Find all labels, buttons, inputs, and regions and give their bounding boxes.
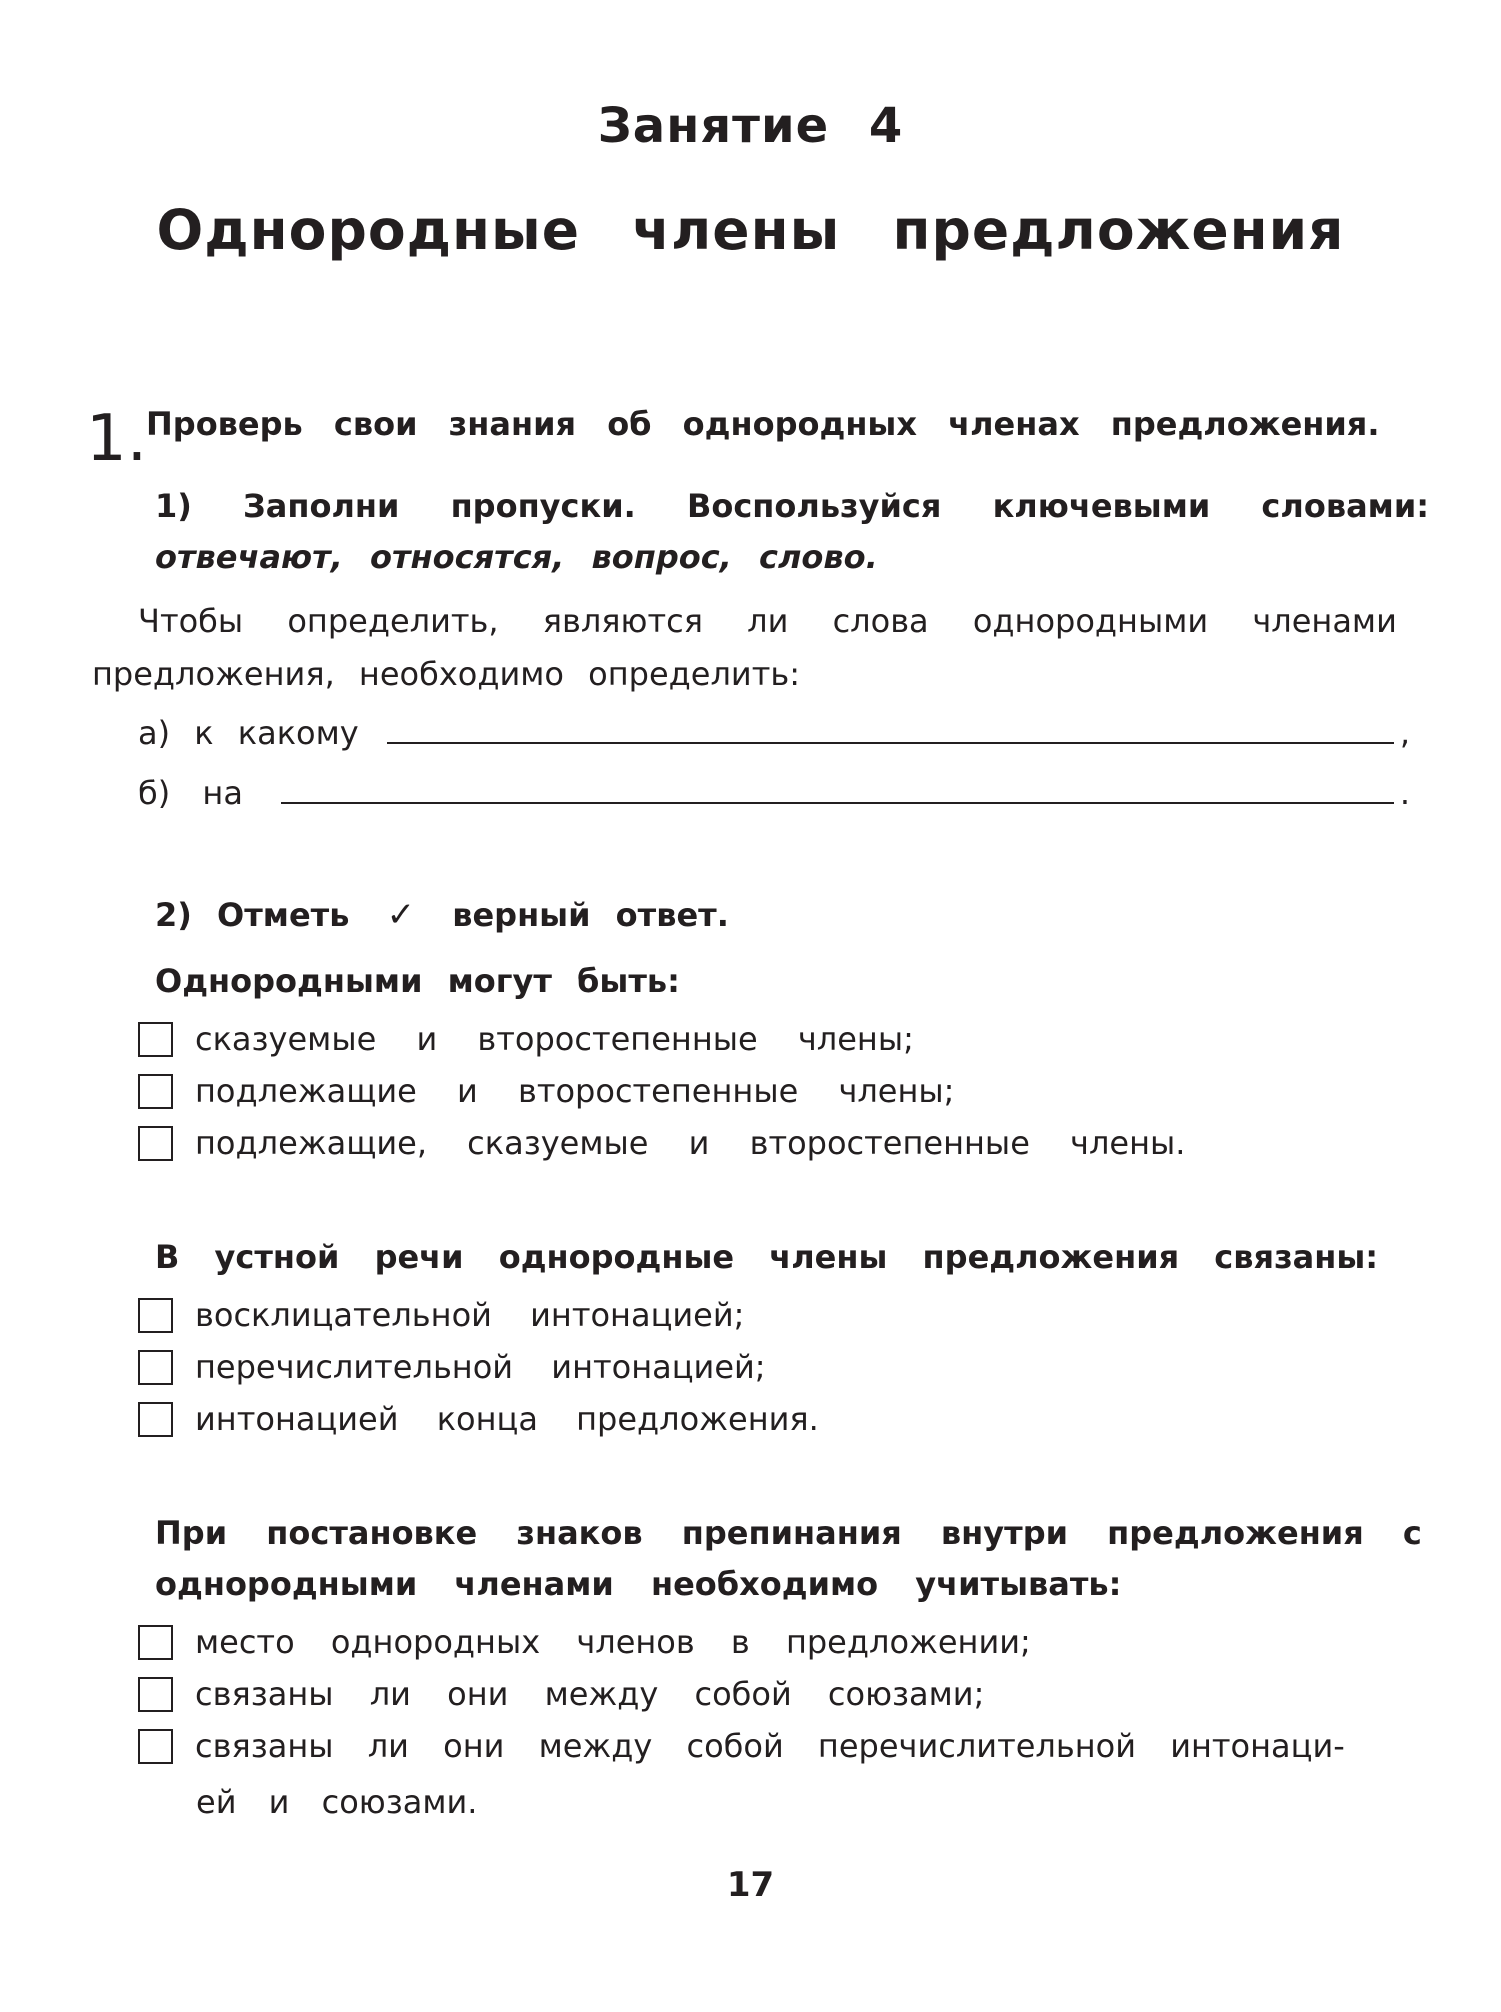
checkmark-icon: ✓ xyxy=(386,895,416,935)
checkbox[interactable] xyxy=(138,1625,173,1660)
q1-option: сказуемые и второстепенные члены; xyxy=(138,1020,914,1058)
q1-option: подлежащие, сказуемые и второстепенные члены. xyxy=(138,1124,1185,1162)
blank-a-label: а) к какому xyxy=(138,714,359,752)
part1-text-line2: предложения, необходимо определить: xyxy=(92,655,800,693)
blank-b-line[interactable] xyxy=(281,772,1394,804)
q2-option: перечислительной интонацией; xyxy=(138,1348,766,1386)
q2-option: интонацией конца предложения. xyxy=(138,1400,819,1438)
q3-question-line1: При постановке знаков препинания внутри предложения с xyxy=(155,1514,1422,1552)
checkbox[interactable] xyxy=(138,1022,173,1057)
part1-keywords: отвечают, относятся, вопрос, слово. xyxy=(155,538,878,576)
lesson-label: Занятие 4 xyxy=(597,98,904,154)
q1-option: подлежащие и второстепенные члены; xyxy=(138,1072,954,1110)
q3-option: связаны ли они между собой перечислительной интонаци- xyxy=(138,1727,1345,1765)
checkbox[interactable] xyxy=(138,1402,173,1437)
part2-instruction: 2) Отметь ✓ верный ответ. xyxy=(155,895,729,935)
q3-option3-continuation: ей и союзами. xyxy=(196,1783,478,1821)
page-number: 17 xyxy=(726,1865,775,1905)
page-title: Однородные члены предложения xyxy=(156,198,1345,262)
checkbox[interactable] xyxy=(138,1126,173,1161)
checkbox[interactable] xyxy=(138,1677,173,1712)
blank-b-end: . xyxy=(1399,774,1410,812)
blank-b xyxy=(138,772,1410,812)
checkbox[interactable] xyxy=(138,1729,173,1764)
checkbox[interactable] xyxy=(138,1074,173,1109)
checkbox[interactable] xyxy=(138,1350,173,1385)
task-heading xyxy=(146,405,1386,443)
q2-option: восклицательной интонацией; xyxy=(138,1296,744,1334)
blank-a-end: , xyxy=(1399,714,1410,752)
task-heading-text: Проверь свои знания об однородных членах предложения. xyxy=(146,405,1380,443)
part1-instruction: 1) Заполни пропуски. Воспользуйся ключевыми словами: xyxy=(155,487,1430,525)
q3-question-line2: однородными членами необходимо учитывать: xyxy=(155,1565,1122,1603)
blank-a xyxy=(138,712,1410,752)
blank-a-line[interactable] xyxy=(387,712,1394,744)
task-number: 1. xyxy=(86,402,148,476)
q3-option: место однородных членов в предложении; xyxy=(138,1623,1031,1661)
q3-option: связаны ли они между собой союзами; xyxy=(138,1675,984,1713)
q1-question: Однородными могут быть: xyxy=(155,962,680,1000)
q2-question: В устной речи однородные члены предложения связаны: xyxy=(155,1238,1379,1276)
part1-text-line1: Чтобы определить, являются ли слова однородными членами xyxy=(138,602,1397,640)
blank-b-label: б) на xyxy=(138,774,243,812)
checkbox[interactable] xyxy=(138,1298,173,1333)
